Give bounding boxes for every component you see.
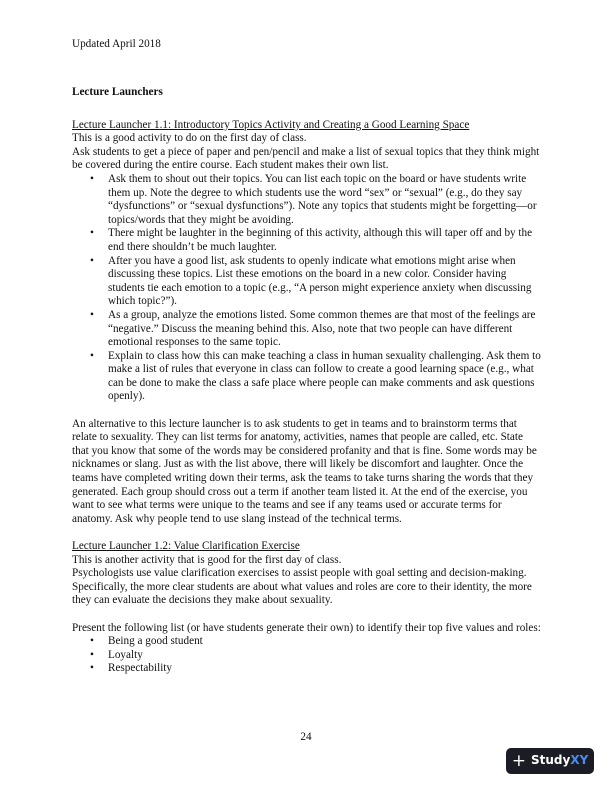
plus-icon: + — [511, 750, 526, 771]
list-item: • Being a good student — [72, 635, 542, 649]
list-item: • Ask them to shout out their topics. You can list each topic on the board or have students write them up. Note the degree to which students use the word “sex” or “sexual” (e.g., do they say “dysfunctions” or “sexual dysfunctions”). Note any topics that students might be forgetting—or topics/words that they might be avoiding. — [72, 173, 542, 227]
ll1-bullet-list — [72, 173, 542, 404]
section-title: Lecture Launchers — [72, 86, 163, 98]
ll2-description: Psychologists use value clarification exercises to assist people with goal setting and decision-making. Specifically, the more clear students are about what values and roles are core to their identity, the more they can evaluate the decisions they make about sexuality. — [72, 567, 532, 607]
lecture-launcher-1-1-heading: Lecture Launcher 1.1: Introductory Topics Activity and Creating a Good Learning Space — [72, 118, 470, 131]
updated-date: Updated April 2018 — [72, 38, 161, 50]
ll2-present-instructions: Present the following list (or have students generate their own) to identify their top five values and roles: — [72, 621, 541, 634]
ll1-instructions: Ask students to get a piece of paper and pen/pencil and make a list of sexual topics that they think might be covered during the entire course. Each student makes their own list. — [72, 145, 540, 172]
ll1-alternative-paragraph: An alternative to this lecture launcher is to ask students to get in teams and to brainstorm terms that relate to sexuality. They can list terms for anatomy, activities, names that people are called, etc. State that you know that some of the words may be considered profanity and that is fine. Some words may be nicknames or slang. Just as with the list above, there will likely be discomfort and laughter. Once the teams have completed writing down their terms, ask the teams to take turns sharing the words that they generated. Each group should cross out a term if another team listed it. At the end of the exercise, you want to see what terms were unique to the teams and see if any teams used or accurate terms for anatomy. Ask why people tend to use slang instead of the technical terms. — [72, 417, 537, 525]
brand-logo: StudyXY — [530, 753, 589, 768]
list-item: • Explain to class how this can make teaching a class in human sexuality challenging. Ask them to make a list of rules that everyone in class can follow to create a good learning space (e.g., what can be done to make the class a safe place where people can make comments and ask questions openly). — [72, 350, 542, 404]
document-body — [72, 86, 542, 676]
list-item: • After you have a good list, ask students to openly indicate what emotions might arise when discussing these topics. List these emotions on the board in a new color. Consider having students tie each emotion to a topic (e.g., “A person might experience anxiety when discussing which topic?”). — [72, 255, 542, 309]
ll1-intro: This is a good activity to do on the first day of class. — [72, 132, 307, 145]
lecture-launcher-1-2-heading: Lecture Launcher 1.2: Value Clarification Exercise — [72, 540, 300, 552]
page-number: 24 — [300, 731, 312, 743]
list-item: • There might be laughter in the beginning of this activity, although this will taper off and by the end there shouldn’t be much laughter. — [72, 227, 542, 254]
page-header — [72, 38, 161, 52]
list-item: • As a group, analyze the emotions listed. Some common themes are that most of the feelings are “negative.” Discuss the meaning behind this. Also, note that two people can have different emotional responses to the same topic. — [72, 309, 542, 350]
list-item: • Loyalty — [72, 649, 542, 663]
list-item: • Respectability — [72, 662, 542, 676]
studyxy-badge[interactable] — [506, 748, 594, 774]
ll2-intro: This is another activity that is good for the first day of class. — [72, 553, 342, 566]
values-list — [72, 635, 542, 676]
